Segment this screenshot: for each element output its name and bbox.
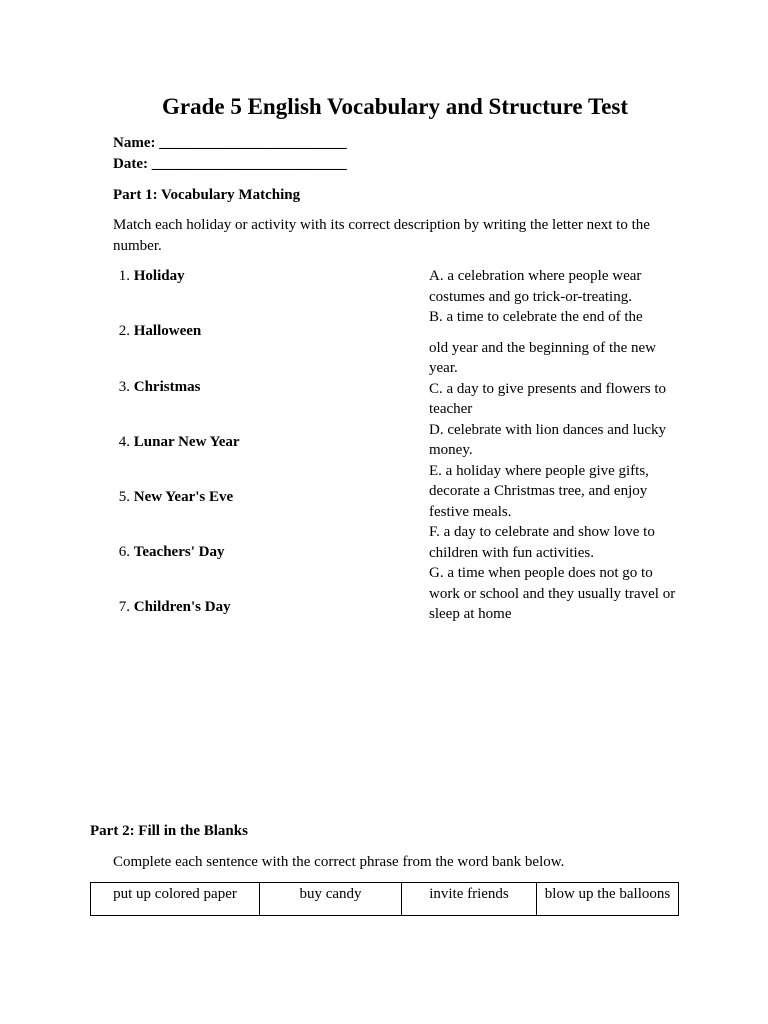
page-title: Grade 5 English Vocabulary and Structure Test (161, 94, 629, 119)
term-item (100, 266, 400, 286)
name-field[interactable]: Name: _________________________ (113, 135, 347, 151)
term-word: New Year's Eve (133, 489, 234, 505)
term-item (100, 432, 400, 452)
definition-e: E. a holiday where people give gifts, decorate a Christmas tree, and enjoy festive meals. (429, 462, 649, 520)
part2-instructions: Complete each sentence with the correct phrase from the word bank below. (113, 854, 565, 870)
definition-b-continued: old year and the beginning of the new year. (429, 339, 657, 376)
term-word: Lunar New Year (133, 434, 240, 450)
part1-instructions: Match each holiday or activity with its correct description by writing the letter next to the number. (113, 217, 650, 254)
term-word: Christmas (133, 379, 201, 395)
term-number: 3. (118, 379, 130, 395)
definition-c: C. a day to give presents and flowers to teacher (429, 380, 667, 417)
term-number: 6. (118, 544, 130, 560)
definition-list (429, 266, 684, 625)
term-item (100, 377, 400, 397)
term-item (100, 542, 400, 562)
term-item (100, 597, 400, 617)
term-number: 4. (118, 434, 130, 450)
definition-f: F. a day to celebrate and show love to children with fun activities. (429, 524, 655, 561)
term-word: Teachers' Day (133, 544, 225, 560)
term-word: Holiday (133, 268, 185, 284)
term-number: 1. (118, 268, 130, 284)
term-number: 2. (118, 323, 130, 339)
word-bank-cell: invite friends (402, 883, 537, 916)
word-bank-cell: blow up the balloons (537, 883, 679, 916)
term-number: 5. (118, 489, 130, 505)
term-item (100, 321, 400, 341)
term-word: Children's Day (133, 599, 231, 615)
part1-heading: Part 1: Vocabulary Matching (113, 187, 301, 203)
word-bank-cell: buy candy (260, 883, 402, 916)
word-bank-row (91, 883, 679, 916)
word-bank-table (90, 882, 679, 916)
date-field[interactable]: Date: __________________________ (113, 156, 347, 172)
term-word: Halloween (133, 323, 202, 339)
definition-b: B. a time to celebrate the end of the (429, 309, 643, 325)
definition-g: G. a time when people does not go to work or school and they usually travel or sleep at home (429, 565, 676, 622)
term-item (100, 487, 400, 507)
part2-heading: Part 2: Fill in the Blanks (90, 823, 248, 839)
term-number: 7. (118, 599, 130, 615)
definition-a: A. a celebration where people wear costumes and go trick-or-treating. (429, 268, 642, 305)
definition-d: D. celebrate with lion dances and lucky money. (429, 421, 666, 458)
word-bank-cell: put up colored paper (91, 883, 260, 916)
